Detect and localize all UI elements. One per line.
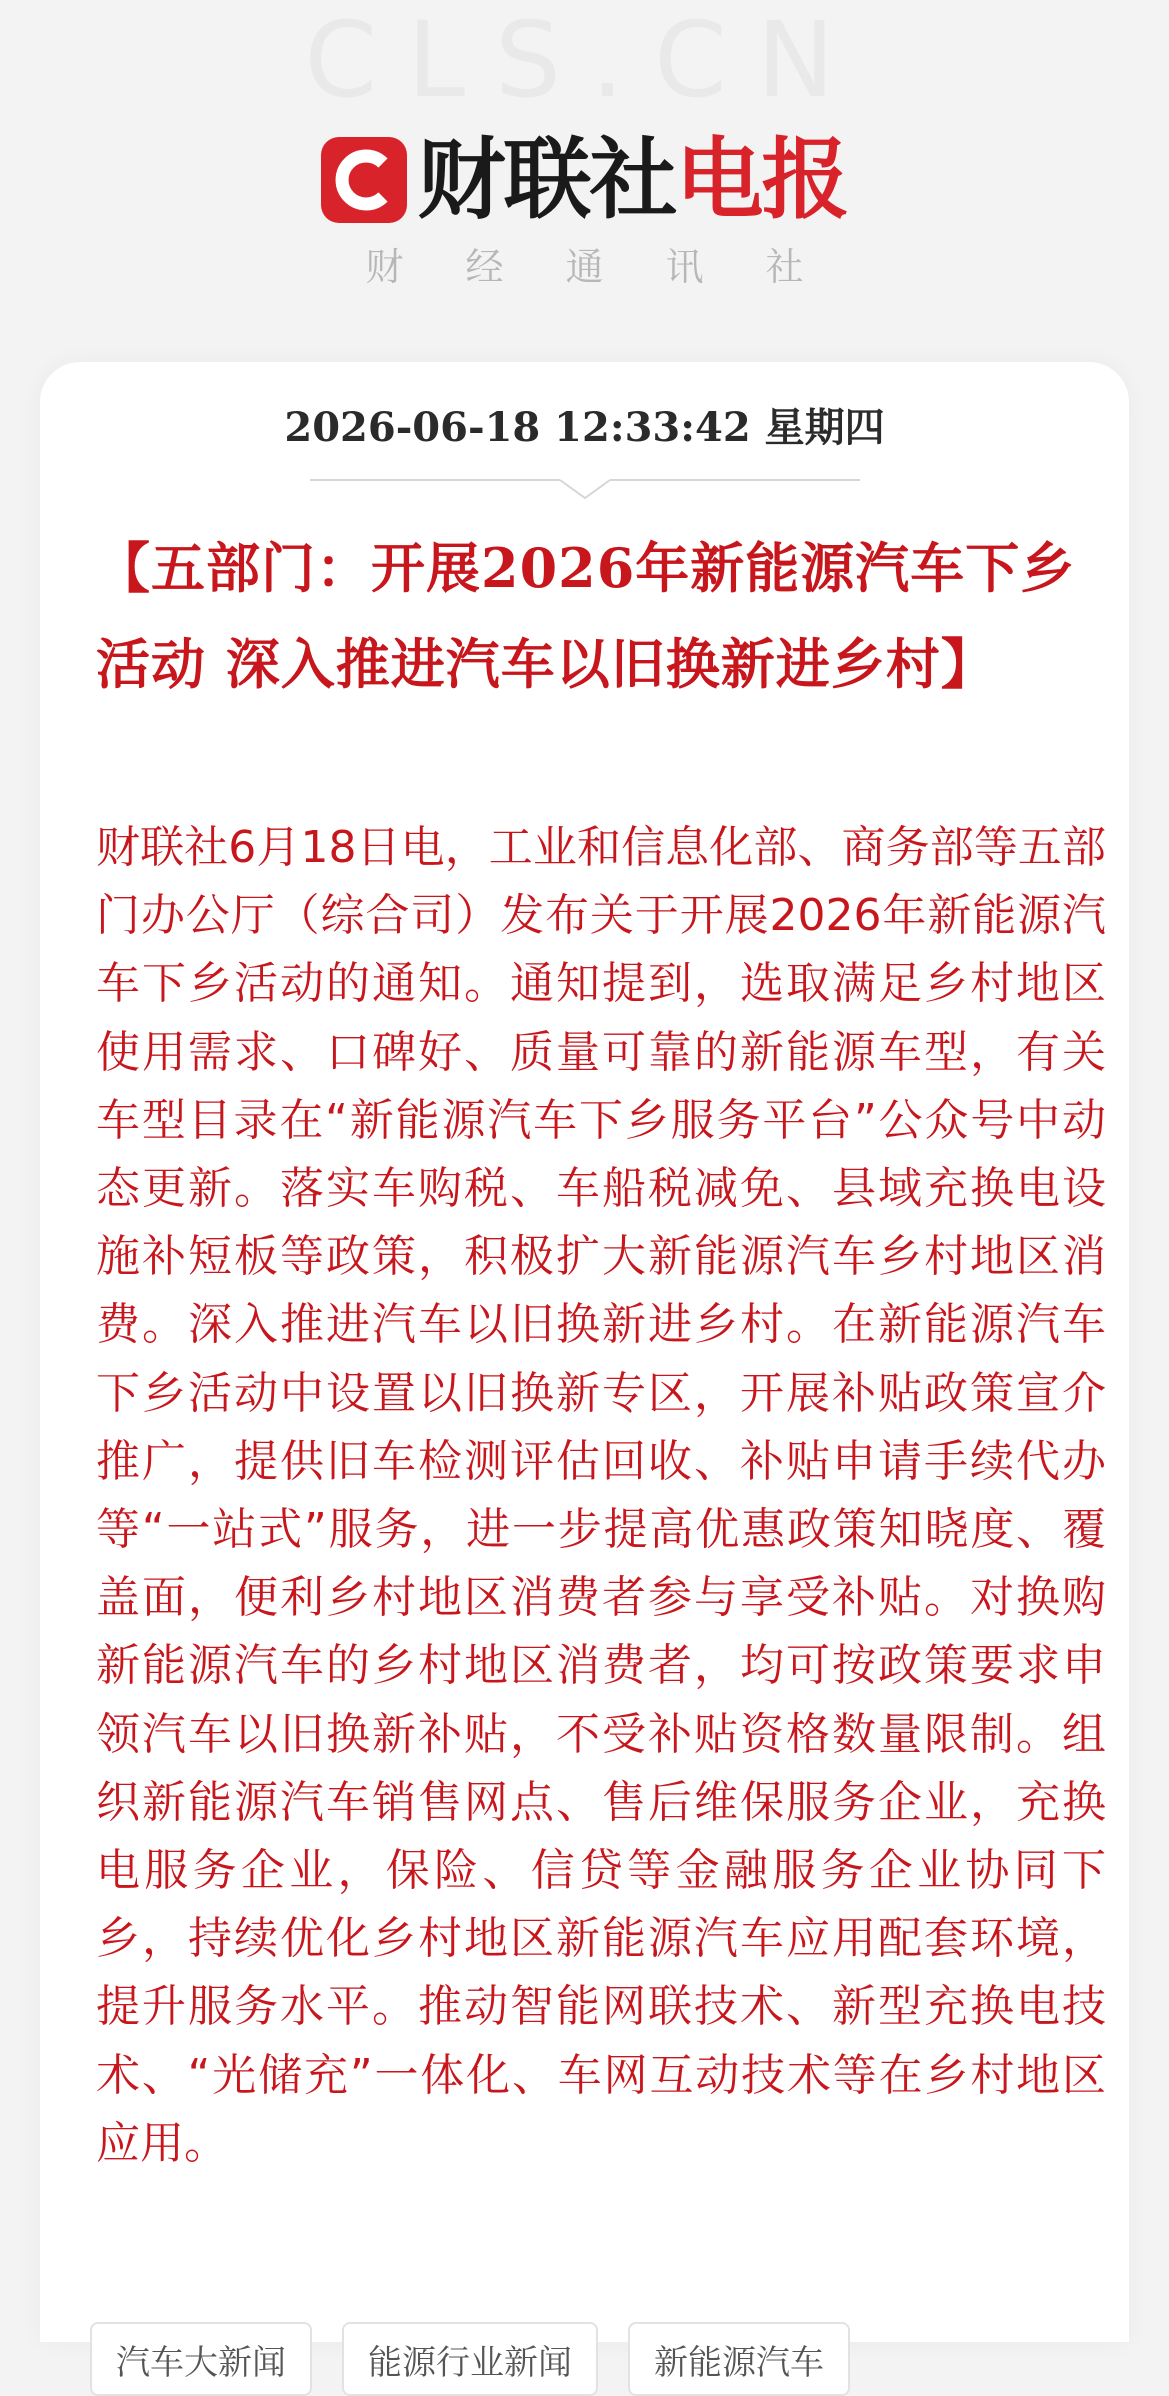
cls-logo-icon — [321, 137, 407, 223]
tag-list — [90, 2322, 850, 2396]
article-headline: 【五部门：开展2026年新能源汽车下乡活动 深入推进汽车以旧换新进乡村】 — [96, 536, 1076, 696]
logo-brand-text: 财联社 — [417, 128, 676, 231]
logo-accent-text: 电报 — [675, 128, 848, 231]
publish-datetime: 2026-06-18 12:33:42 星期四 — [284, 404, 885, 451]
tag-energy-news[interactable]: 能源行业新闻 — [342, 2322, 598, 2396]
article-card — [40, 362, 1129, 2383]
cls-watermark: CLS.CN — [304, 0, 865, 121]
tag-nev[interactable]: 新能源汽车 — [628, 2322, 850, 2396]
article-body: 财联社6月18日电，工业和信息化部、商务部等五部门办公厅（综合司）发布关于开展2026年新能源汽车下乡活动的通知。通知提到，选取满足乡村地区使用需求、口碑好、质量可靠的新能源车型，有关车型目录在“新能源汽车下乡服务平台”公众号中动态更新。落实车购税、车船税减免、县域充换电设施补短板等政策，积极扩大新能源汽车乡村地区消费。深入推进汽车以旧换新进乡村。在新能源汽车下乡活动中设置以旧换新专区，开展补贴政策宣介推广，提供旧车检测评估回收、补贴申请手续代办等“一站式”服务，进一步提高优惠政策知晓度、覆盖面，便利乡村地区消费者参与享受补贴。对换购新能源汽车的乡村地区消费者，均可按政策要求申领汽车以旧换新补贴，不受补贴资格数量限制。组织新能源汽车销售网点、售后维保服务企业，充换电服务企业，保险、信贷等金融服务企业协同下乡，持续优化乡村地区新能源汽车应用配套环境，提升服务水平。推动智能网联技术、新型充换电技术、“光储充”一体化、车网互动技术等在乡村地区应用。 — [96, 822, 1106, 2169]
datetime-divider — [310, 478, 860, 502]
tagline: 财经通讯社 — [365, 245, 866, 289]
tag-auto-news[interactable]: 汽车大新闻 — [90, 2322, 312, 2396]
brand-logo — [0, 130, 1169, 230]
